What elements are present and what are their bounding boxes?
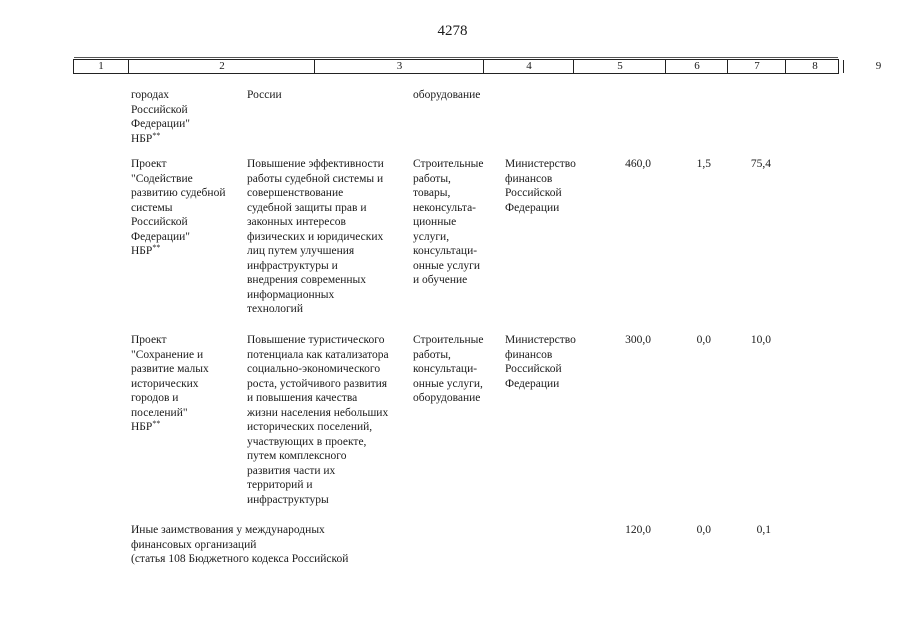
header-col-4: 4 (483, 60, 574, 73)
procurement-cell: оборудование (413, 89, 481, 101)
executor-cell: Министерство финансов Российской Федерации (505, 334, 576, 390)
project-name: Проект "Содействие развитию судебной системы Российской Федерации" НБР (131, 158, 226, 257)
col7-cell: 1,5 (696, 158, 711, 170)
project-name-cell (131, 88, 241, 146)
goal-cell: Повышение эффективности работы судебной системы и совершенствование судебной защиты прав и законных интересов физических и юридических лиц путем улучшения инфраструктуры и внедрения современных информационных технологий (247, 158, 384, 315)
header-col-8: 8 (785, 60, 844, 73)
goal-cell: России (247, 89, 282, 101)
procurement-cell: Строительные работы, товары, неконсульта- ционные услуги, консультаци- онные услуги и обучение (413, 158, 484, 286)
header-col-6: 6 (665, 60, 728, 73)
header-col-3: 3 (314, 60, 484, 73)
procurement-cell: Строительные работы, консультаци- онные услуги, оборудование (413, 334, 484, 404)
page-number: 4278 (437, 23, 468, 39)
col8-cell: 75,4 (750, 158, 771, 170)
col7-cell: 0,0 (696, 524, 711, 536)
footnote-mark: ** (152, 419, 161, 428)
goal-cell: Повышение туристического потенциала как катализатора социально-экономического роста, устойчивого развития и повышения качества жизни населения небольших исторических поселений, участвующих в проекте, путем комплексного развития части их территорий и инфраструктуры (247, 334, 389, 506)
header-col-9: 9 (843, 60, 905, 73)
header-col-5: 5 (573, 60, 666, 73)
project-name-cell (131, 157, 246, 259)
executor-cell: Министерство финансов Российской Федерации (505, 158, 576, 214)
amount-cell: 460,0 (625, 158, 651, 170)
project-name-cell (131, 333, 246, 435)
col8-cell: 10,0 (750, 334, 771, 346)
header-col-1: 1 (98, 60, 104, 72)
col7-cell: 0,0 (696, 334, 711, 346)
table-header-row (73, 59, 882, 74)
project-name: городах Российской Федерации" НБР (131, 89, 191, 145)
header-col-2: 2 (128, 60, 315, 73)
amount-cell: 300,0 (625, 334, 651, 346)
other-borrowings-text: Иные заимствования у международных финансовых организаций (статья 108 Бюджетного кодекса Российской (131, 524, 349, 565)
footnote-mark: ** (152, 130, 161, 140)
project-name: Проект "Сохранение и развитие малых исторических городов и поселений" НБР (131, 334, 209, 433)
amount-cell: 120,0 (625, 524, 651, 536)
col8-cell: 0,1 (756, 524, 771, 536)
footnote-mark: ** (152, 243, 161, 252)
header-col-7: 7 (727, 60, 786, 73)
header-top-rule (74, 57, 838, 58)
